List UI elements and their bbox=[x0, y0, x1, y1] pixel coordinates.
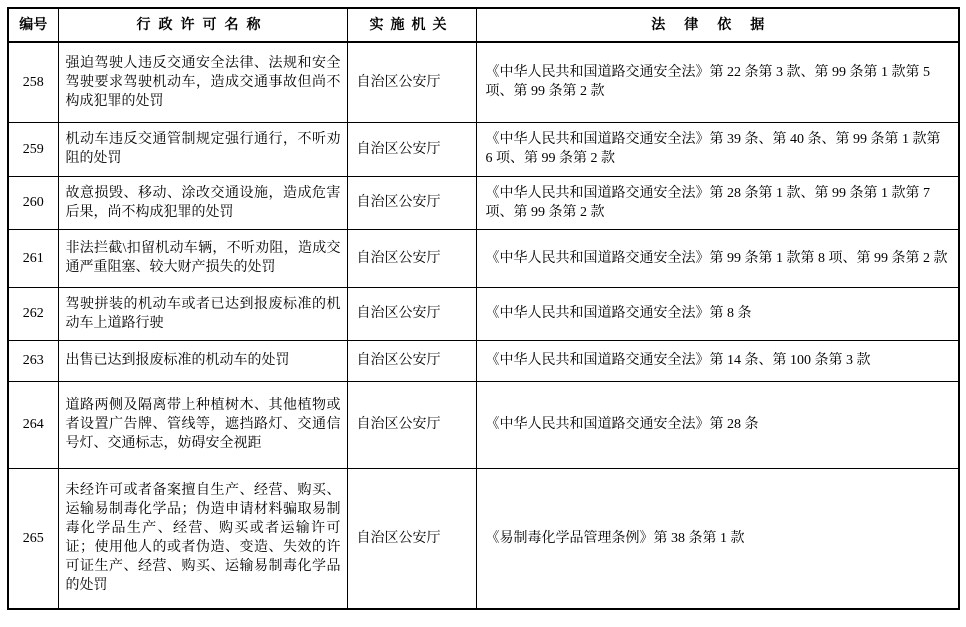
row-id-cell: 262 bbox=[8, 287, 58, 340]
header-permit-name-label: 行政许可名称 bbox=[136, 17, 269, 33]
row-id-cell: 265 bbox=[8, 468, 58, 609]
table-row bbox=[8, 340, 959, 381]
legal-basis-cell: 《易制毒化学品管理条例》第 38 条第 1 款 bbox=[476, 468, 959, 609]
header-agency-label: 实施机关 bbox=[369, 17, 454, 33]
agency-cell: 自治区公安厅 bbox=[347, 176, 476, 229]
legal-basis-cell: 《中华人民共和国道路交通安全法》第 8 条 bbox=[476, 287, 959, 340]
agency-cell: 自治区公安厅 bbox=[347, 42, 476, 122]
table-row bbox=[8, 381, 959, 468]
permit-name-cell: 故意损毁、移动、涂改交通设施，造成危害后果，尚不构成犯罪的处罚 bbox=[58, 176, 347, 229]
row-id-cell: 263 bbox=[8, 340, 58, 381]
table-row bbox=[8, 122, 959, 176]
header-permit-name bbox=[58, 8, 347, 42]
legal-basis-cell: 《中华人民共和国道路交通安全法》第 39 条、第 40 条、第 99 条第 1 款第 6 项、第 99 条第 2 款 bbox=[476, 122, 959, 176]
agency-cell: 自治区公安厅 bbox=[347, 287, 476, 340]
header-id-label: 编号 bbox=[19, 17, 48, 33]
permit-name-cell: 未经许可或者备案擅自生产、经营、购买、运输易制毒化学品；伪造申请材料骗取易制毒化学品生产、经营、购买或者运输许可证；使用他人的或者伪造、变造、失效的许可证生产、经营、购买、运输易制毒化学品的处罚 bbox=[58, 468, 347, 609]
header-agency bbox=[347, 8, 476, 42]
row-id-cell: 260 bbox=[8, 176, 58, 229]
row-id-cell: 261 bbox=[8, 229, 58, 287]
agency-cell: 自治区公安厅 bbox=[347, 381, 476, 468]
header-legal-basis bbox=[476, 8, 959, 42]
permit-name-cell: 驾驶拼装的机动车或者已达到报废标准的机动车上道路行驶 bbox=[58, 287, 347, 340]
permits-table bbox=[7, 7, 960, 610]
permit-name-cell: 机动车违反交通管制规定强行通行，不听劝阻的处罚 bbox=[58, 122, 347, 176]
agency-cell: 自治区公安厅 bbox=[347, 468, 476, 609]
table-row bbox=[8, 468, 959, 609]
header-legal-basis-label: 法律依据 bbox=[651, 17, 784, 33]
permit-name-cell: 道路两侧及隔离带上种植树木、其他植物或者设置广告牌、管线等，遮挡路灯、交通信号灯、交通标志，妨碍安全视距 bbox=[58, 381, 347, 468]
agency-cell: 自治区公安厅 bbox=[347, 122, 476, 176]
legal-basis-cell: 《中华人民共和国道路交通安全法》第 28 条 bbox=[476, 381, 959, 468]
legal-basis-cell: 《中华人民共和国道路交通安全法》第 22 条第 3 款、第 99 条第 1 款第 5 项、第 99 条第 2 款 bbox=[476, 42, 959, 122]
row-id-cell: 259 bbox=[8, 122, 58, 176]
table-body bbox=[8, 42, 959, 609]
permit-name-cell: 强迫驾驶人违反交通安全法律、法规和安全驾驶要求驾驶机动车，造成交通事故但尚不构成犯罪的处罚 bbox=[58, 42, 347, 122]
table-row bbox=[8, 42, 959, 122]
legal-basis-cell: 《中华人民共和国道路交通安全法》第 28 条第 1 款、第 99 条第 1 款第 7 项、第 99 条第 2 款 bbox=[476, 176, 959, 229]
agency-cell: 自治区公安厅 bbox=[347, 229, 476, 287]
table-row bbox=[8, 287, 959, 340]
row-id-cell: 258 bbox=[8, 42, 58, 122]
permit-name-cell: 出售已达到报废标准的机动车的处罚 bbox=[58, 340, 347, 381]
row-id-cell: 264 bbox=[8, 381, 58, 468]
permit-name-cell: 非法拦截\扣留机动车辆，不听劝阻，造成交通严重阻塞、较大财产损失的处罚 bbox=[58, 229, 347, 287]
table-header-row bbox=[8, 8, 959, 42]
agency-cell: 自治区公安厅 bbox=[347, 340, 476, 381]
header-id bbox=[8, 8, 58, 42]
table-row bbox=[8, 176, 959, 229]
legal-basis-cell: 《中华人民共和国道路交通安全法》第 99 条第 1 款第 8 项、第 99 条第 2 款 bbox=[476, 229, 959, 287]
table-row bbox=[8, 229, 959, 287]
legal-basis-cell: 《中华人民共和国道路交通安全法》第 14 条、第 100 条第 3 款 bbox=[476, 340, 959, 381]
